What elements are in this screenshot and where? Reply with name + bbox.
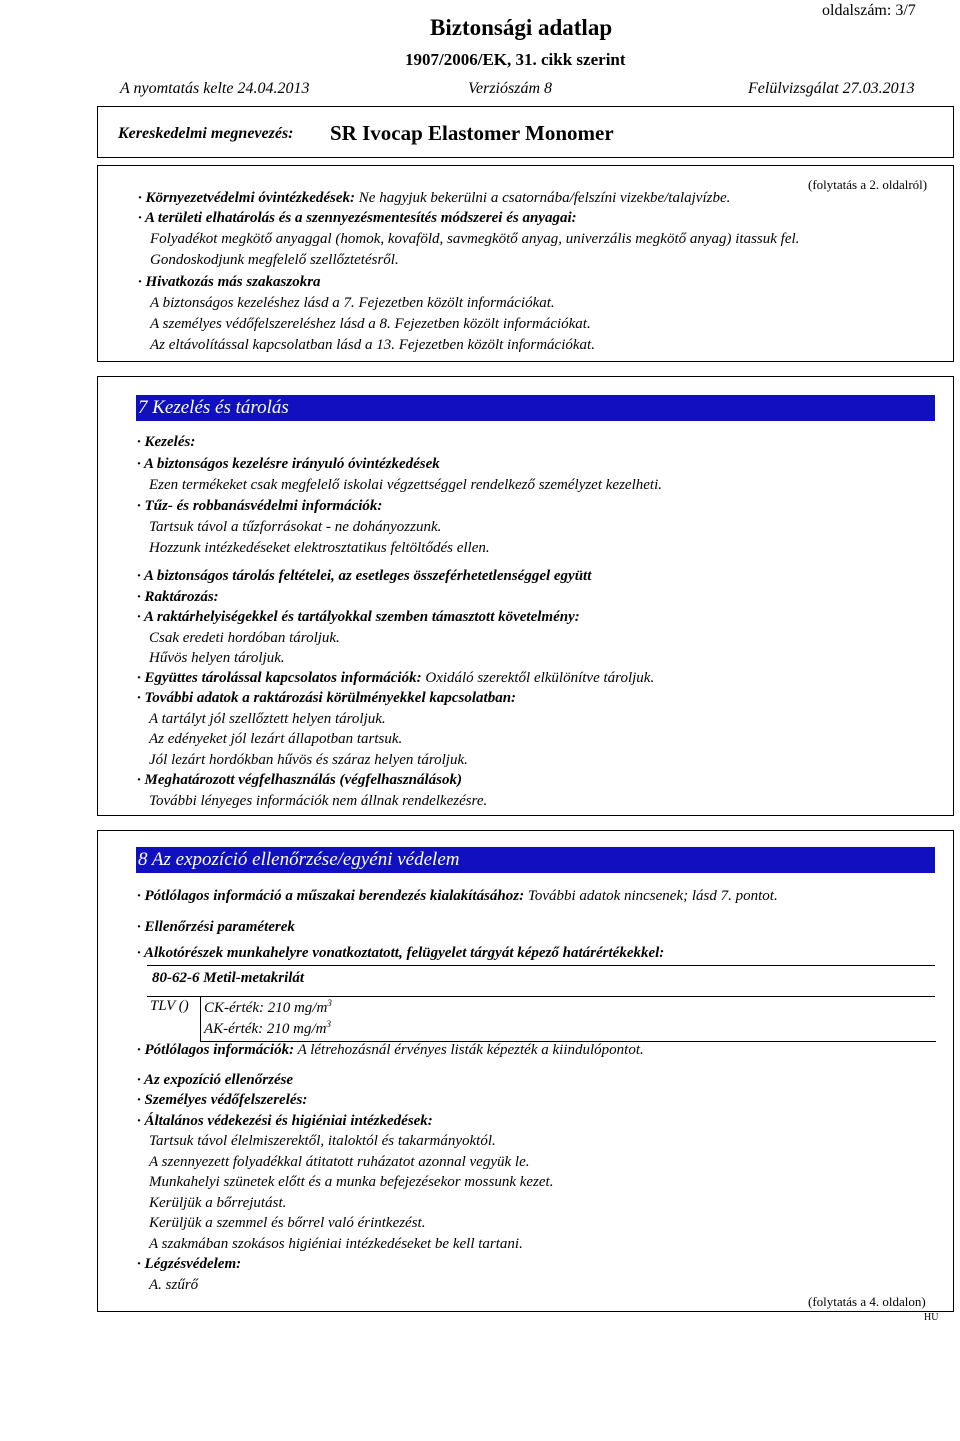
ak-unit-exponent: 3 (326, 1019, 331, 1029)
containment-line-2: Gondoskodjunk megfelelő szellőztetésről. (150, 252, 399, 268)
containment-label: · A területi elhatárolás és a szennyezésmentesítés módszerei és anyagai: (138, 210, 577, 226)
safe-handling-text: Ezen termékeket csak megfelelő iskolai végzettséggel rendelkező személyzet kezelheti. (149, 477, 662, 493)
fire-protection-line-1: Tartsuk távol a tűzforrásokat - ne dohányozzunk. (149, 519, 442, 535)
references-line-2: A személyes védőfelszereléshez lásd a 8. Fejezetben közölt információkat. (150, 316, 591, 332)
joint-storage-text: Oxidáló szerektől elkülönítve tároljuk. (421, 670, 655, 686)
page-number: oldalszám: 3/7 (822, 2, 916, 19)
trade-name-box (97, 106, 954, 158)
workplace-limits-label: · Alkotórészek munkahelyre vonatkoztatott, felügyelet tárgyát képező határértékekkel: (137, 945, 665, 961)
ak-value: AK-érték: 210 mg/m (204, 1021, 327, 1037)
end-use-text: További lényeges információk nem állnak rendelkezésre. (149, 793, 488, 809)
exposure-control-label: · Az expozíció ellenőrzése (137, 1072, 294, 1088)
safe-handling-label: · A biztonságos kezelésre irányuló óvintézkedések (137, 456, 440, 472)
further-storage-line-1: A tartályt jól szellőztett helyen tároljuk. (149, 711, 386, 727)
further-storage-line-3: Jól lezárt hordókban hűvös és száraz helyen tároljuk. (149, 752, 468, 768)
hygiene-line-2: A szennyezett folyadékkal átitatott ruházatot azonnal vegyük le. (149, 1154, 530, 1170)
hygiene-line-6: A szakmában szokásos higiéniai intézkedéseket be kell tartani. (149, 1236, 523, 1252)
joint-storage-label: · Együttes tárolással kapcsolatos információk: (137, 670, 422, 686)
fire-protection-label: · Tűz- és robbanásvédelmi információk: (137, 498, 383, 514)
fire-protection-line-2: Hozzunk intézkedéseket elektrosztatikus feltöltődés ellen. (149, 540, 490, 556)
version-number: Verziószám 8 (468, 80, 553, 97)
references-line-1: A biztonságos kezeléshez lásd a 7. Fejezetben közölt információkat. (150, 295, 555, 311)
end-use-label: · Meghatározott végfelhasználás (végfelhasználások) (137, 772, 463, 788)
env-precautions-text: Ne hagyjuk bekerülni a csatornába/felszíni vizekbe/talajvízbe. (355, 190, 731, 206)
continued-from-note: (folytatás a 2. oldalról) (808, 177, 928, 192)
references-label: · Hivatkozás más szakaszokra (138, 274, 321, 290)
limit-values-table (147, 965, 935, 1042)
hygiene-label: · Általános védekezési és higiéniai intézkedések: (137, 1113, 433, 1129)
section-8-heading: 8 Az expozíció ellenőrzése/egyéni védelem (136, 847, 935, 873)
further-storage-line-2: Az edényeket jól lezárt állapotban tartsuk. (149, 731, 403, 747)
engineering-info-text: További adatok nincsenek; lásd 7. pontot. (524, 888, 778, 904)
containment-line-1: Folyadékot megkötő anyaggal (homok, kovaföld, savmegkötő anyag, univerzális megkötő anyag) itassuk fel. (150, 231, 800, 247)
storage-label: · Raktározás: (137, 589, 219, 605)
additional-info-text: A létrehozásnál érvényes listák képezték a kiindulópontot. (294, 1042, 644, 1058)
respiratory-label: · Légzésvédelem: (137, 1256, 242, 1272)
country-code: HU (924, 1312, 939, 1323)
env-precautions-label: · Környezetvédelmi óvintézkedések: (138, 190, 356, 206)
ck-value: CK-érték: 210 mg/m (204, 1000, 328, 1016)
hygiene-line-1: Tartsuk távol élelmiszerektől, italoktól és takarmányoktól. (149, 1133, 496, 1149)
engineering-info-label: · Pótlólagos információ a műszakai berendezés kialakításához: (137, 888, 525, 904)
section-7-heading: 7 Kezelés és tárolás (136, 395, 935, 421)
respiratory-text: A. szűrő (149, 1277, 199, 1293)
further-storage-label: · További adatok a raktározási körülményekkel kapcsolatban: (137, 690, 517, 706)
control-parameters-label: · Ellenőrzési paraméterek (137, 919, 295, 935)
storage-requirements-line-1: Csak eredeti hordóban tároljuk. (149, 630, 340, 646)
document-title: Biztonsági adatlap (430, 15, 613, 40)
storage-requirements-line-2: Hűvös helyen tároljuk. (149, 650, 285, 666)
ppe-label: · Személyes védőfelszerelés: (137, 1092, 308, 1108)
continued-to-note: (folytatás a 4. oldalon) (808, 1294, 926, 1309)
storage-requirements-label: · A raktárhelyiségekkel és tartályokkal szemben támasztott követelmény: (137, 609, 580, 625)
hygiene-line-3: Munkahelyi szünetek előtt és a munka befejezésekor mossunk kezet. (149, 1174, 554, 1190)
ck-unit-exponent: 3 (327, 998, 332, 1008)
regulation-subtitle: 1907/2006/EK, 31. cikk szerint (405, 50, 626, 69)
revision-date: Felülvizsgálat 27.03.2013 (748, 80, 915, 97)
section-6-box (97, 165, 954, 362)
hygiene-line-5: Kerüljük a szemmel és bőrrel való érintkezést. (149, 1215, 426, 1231)
trade-name: SR Ivocap Elastomer Monomer (330, 121, 614, 145)
substance-name: 80-62-6 Metil-metakrilát (152, 970, 305, 986)
references-line-3: Az eltávolítással kapcsolatban lásd a 13. Fejezetben közölt információkat. (150, 337, 595, 353)
print-date: A nyomtatás kelte 24.04.2013 (120, 80, 310, 97)
handling-label: · Kezelés: (137, 434, 196, 450)
additional-info-label: · Pótlólagos információk: (137, 1042, 295, 1058)
storage-conditions-label: · A biztonságos tárolás feltételei, az esetleges összeférhetetlenséggel együtt (137, 568, 592, 584)
tlv-label: TLV () (150, 998, 189, 1014)
hygiene-line-4: Kerüljük a bőrrejutást. (149, 1195, 287, 1211)
trade-name-label: Kereskedelmi megnevezés: (118, 125, 294, 142)
